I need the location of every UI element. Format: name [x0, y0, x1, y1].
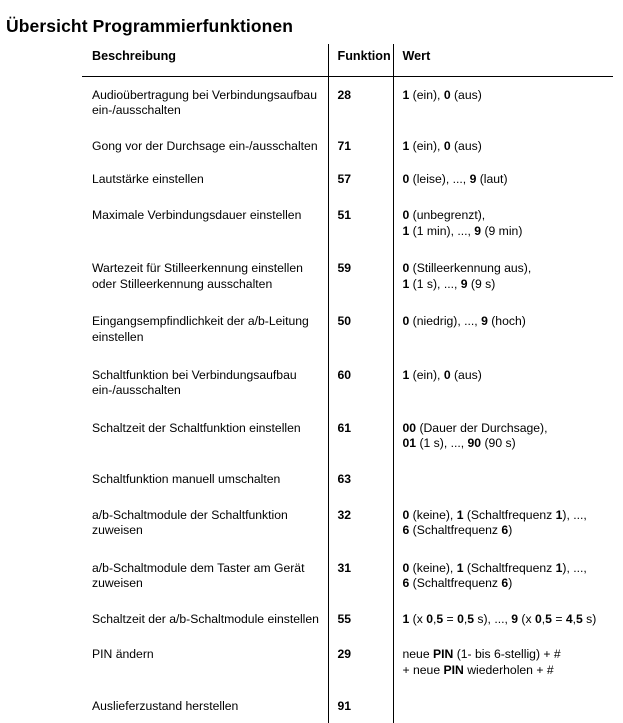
table-header-row [82, 44, 613, 76]
table-row [82, 463, 613, 497]
cell-description: a/b-Schaltmodule dem Taster am Gerät zuweisen [92, 560, 305, 591]
cell-description: Gong vor der Durchsage ein-/ausschalten [92, 138, 318, 153]
cell-value: 1 (ein), 0 (aus) [393, 130, 613, 164]
cell-function-code: 71 [328, 130, 393, 164]
table-row [82, 410, 613, 463]
table-row [82, 163, 613, 197]
cell-value [393, 690, 613, 723]
cell-function-code: 59 [328, 250, 393, 303]
programming-functions-table-wrapper [82, 44, 613, 723]
cell-description: PIN ändern [92, 647, 154, 662]
programming-functions-table [82, 44, 613, 723]
cell-description: Schaltzeit der a/b-Schaltmodule einstellen [92, 611, 319, 626]
cell-function-code: 31 [328, 550, 393, 603]
cell-value: 0 (Stilleerkennung aus), 1 (1 s), ..., 9 (9 s) [393, 250, 613, 303]
table-row [82, 357, 613, 410]
cell-function-code: 57 [328, 163, 393, 197]
cell-value: 00 (Dauer der Durchsage), 01 (1 s), ..., 90 (90 s) [393, 410, 613, 463]
cell-value: 0 (unbegrenzt), 1 (1 min), ..., 9 (9 min) [393, 197, 613, 250]
table-row [82, 197, 613, 250]
cell-description: Schaltfunktion bei Verbindungsaufbau ein-/ausschalten [92, 367, 297, 398]
cell-description: a/b-Schaltmodule der Schaltfunktion zuweisen [92, 507, 288, 538]
cell-function-code: 28 [328, 76, 393, 130]
cell-value: 1 (x 0,5 = 0,5 s), ..., 9 (x 0,5 = 4,5 s) [393, 603, 613, 637]
column-header-description: Beschreibung [82, 44, 328, 76]
cell-value: 0 (keine), 1 (Schaltfrequenz 1), ..., 6 (Schaltfrequenz 6) [393, 497, 613, 550]
cell-function-code: 60 [328, 357, 393, 410]
cell-function-code: 50 [328, 303, 393, 356]
table-row [82, 603, 613, 637]
cell-value: 0 (leise), ..., 9 (laut) [393, 163, 613, 197]
cell-description: Maximale Verbindungsdauer einstellen [92, 207, 302, 222]
cell-description: Eingangsempfindlichkeit der a/b-Leitung einstellen [92, 314, 309, 344]
cell-value: 0 (niedrig), ..., 9 (hoch) [393, 303, 613, 356]
cell-description: Schaltzeit der Schaltfunktion einstellen [92, 420, 301, 435]
table-row [82, 76, 613, 130]
cell-function-code: 32 [328, 497, 393, 550]
table-row [82, 690, 613, 723]
column-header-value: Wert [393, 44, 613, 76]
cell-value: 1 (ein), 0 (aus) [393, 76, 613, 130]
cell-function-code: 63 [328, 463, 393, 497]
cell-value: 1 (ein), 0 (aus) [393, 357, 613, 410]
cell-value: neue PIN (1- bis 6-stellig) + # + neue PIN wiederholen + # [393, 636, 613, 689]
cell-function-code: 55 [328, 603, 393, 637]
cell-description: Auslieferzustand herstellen [92, 698, 239, 713]
table-row [82, 250, 613, 303]
cell-value: 0 (keine), 1 (Schaltfrequenz 1), ..., 6 (Schaltfrequenz 6) [393, 550, 613, 603]
cell-description: Audioübertragung bei Verbindungsaufbau ein-/ausschalten [92, 87, 317, 118]
cell-function-code: 61 [328, 410, 393, 463]
cell-function-code: 29 [328, 636, 393, 689]
table-body [82, 76, 613, 723]
table-row [82, 303, 613, 356]
cell-function-code: 91 [328, 690, 393, 723]
table-row [82, 636, 613, 689]
page-title: Übersicht Programmierfunktionen [6, 15, 294, 36]
table-row [82, 550, 613, 603]
column-header-function: Funktion [328, 44, 393, 76]
cell-description: Wartezeit für Stilleerkennung einstellen oder Stilleerkennung ausschalten [92, 261, 303, 291]
table-header [82, 44, 613, 76]
cell-function-code: 51 [328, 197, 393, 250]
table-row [82, 130, 613, 164]
table-row [82, 497, 613, 550]
cell-description: Schaltfunktion manuell umschalten [92, 471, 281, 486]
cell-value [393, 463, 613, 497]
cell-description: Lautstärke einstellen [92, 172, 204, 187]
